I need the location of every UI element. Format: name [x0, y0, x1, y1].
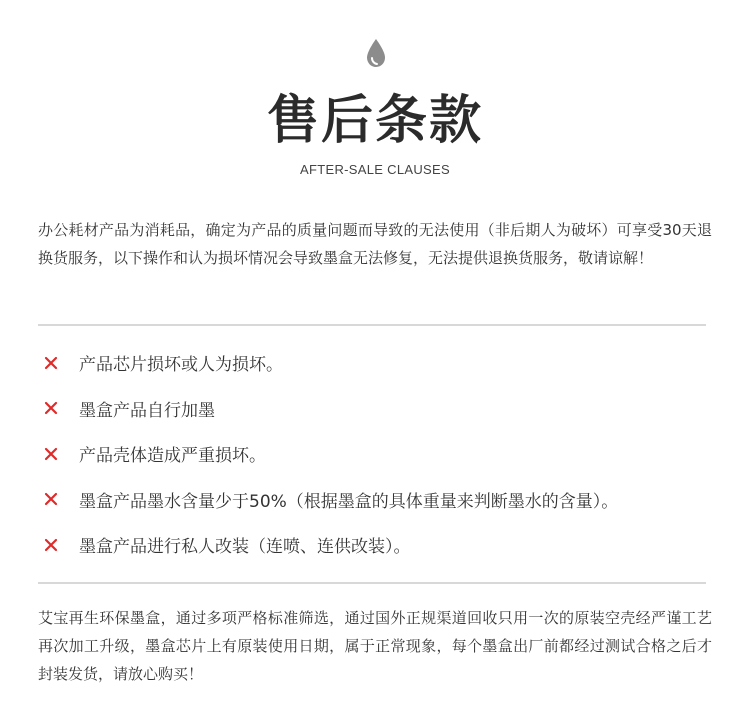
- clause-text: 产品芯片损坏或人为损坏。: [79, 355, 283, 376]
- page-subtitle: AFTER-SALE CLAUSES: [300, 162, 450, 177]
- water-drop-icon: [365, 38, 387, 68]
- clause-list: [38, 340, 718, 568]
- cross-icon: [44, 538, 58, 552]
- clause-text: 墨盒产品进行私人改装（连喷、连供改装）。: [79, 537, 411, 558]
- clause-text: 墨盒产品自行加墨: [79, 400, 215, 421]
- cross-icon: [44, 356, 58, 370]
- outro-paragraph: 艾宝再生环保墨盒，通过多项严格标准筛选，通过国外正规渠道回收只用一次的原装空壳经严谨工艺再次加工升级，墨盒芯片上有原装使用日期，属于正常现象，每个墨盒出厂前都经过测试合格之后才封装发货，请放心购买！: [38, 609, 712, 683]
- list-item: [38, 431, 718, 477]
- divider: [38, 582, 706, 584]
- clause-text: 产品壳体造成严重损坏。: [79, 446, 266, 467]
- list-item: [38, 386, 718, 432]
- divider: [38, 324, 706, 326]
- cross-icon: [44, 401, 58, 415]
- cross-icon: [44, 447, 58, 461]
- clause-text: 墨盒产品墨水含量少于50%（根据墨盒的具体重量来判断墨水的含量）。: [79, 491, 619, 512]
- list-item: [38, 522, 718, 568]
- list-item: [38, 477, 718, 523]
- intro-paragraph: 办公耗材产品为消耗品，确定为产品的质量问题而导致的无法使用（非后期人为破坏）可享受30天退换货服务，以下操作和认为损坏情况会导致墨盒无法修复，无法提供退换货服务，敬请谅解！: [38, 221, 712, 267]
- cross-icon: [44, 492, 58, 506]
- page-title: 售后条款: [266, 91, 483, 151]
- list-item: [38, 340, 718, 386]
